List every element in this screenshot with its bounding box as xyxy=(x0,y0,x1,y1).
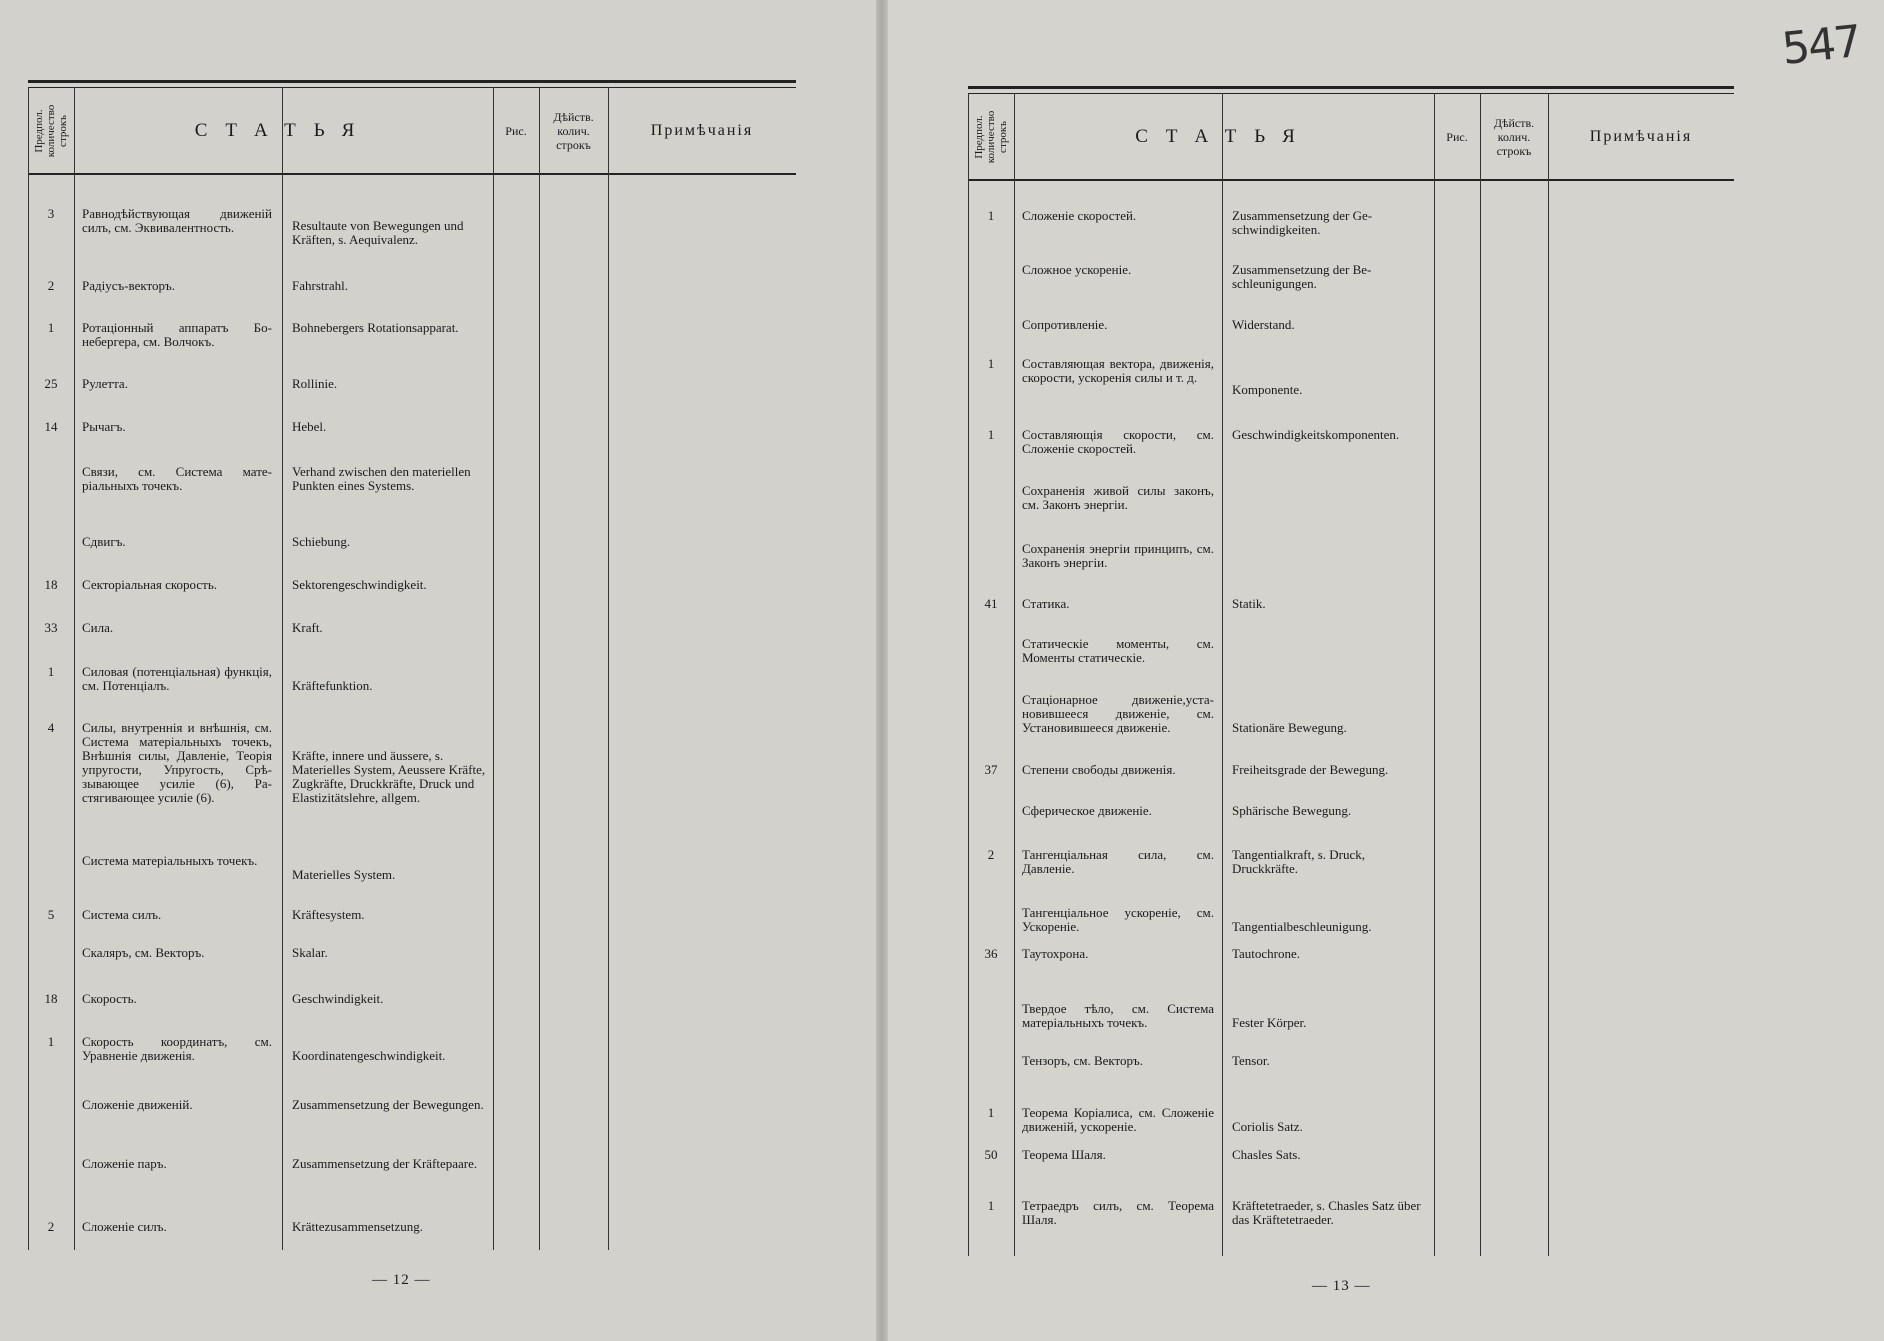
german-term: Koordinatengeschwindigkeit. xyxy=(292,1048,446,1063)
line-count: 5 xyxy=(47,907,55,922)
table-rule xyxy=(28,80,796,83)
line-count: 14 xyxy=(44,419,58,434)
header-actual-lines: Дѣйств. колич. строкъ xyxy=(1493,115,1535,158)
german-term: Materielles System. xyxy=(292,867,396,882)
page-number-left: — 12 — xyxy=(372,1272,431,1288)
german-term: Resultaute von Bewegungen und Kräften, s. Aequivalenz. xyxy=(292,218,464,247)
column-divider xyxy=(1222,93,1223,1256)
line-count: 1 xyxy=(987,1198,995,1213)
header-figure: Рис. xyxy=(505,123,527,138)
column-divider xyxy=(282,87,283,1250)
table-rule xyxy=(968,86,1734,89)
russian-term: Сложеніе паръ. xyxy=(82,1156,167,1171)
german-term: Freiheitsgrade der Bewegung. xyxy=(1232,762,1389,777)
german-term: Sektorengeschwindigkeit. xyxy=(292,577,427,592)
line-count: 1 xyxy=(987,208,995,223)
column-divider xyxy=(74,87,75,1250)
russian-term: Связи, см. Система матеріальныхъ точекъ. xyxy=(82,464,272,493)
column-divider xyxy=(1014,93,1015,1256)
column-divider xyxy=(968,93,969,1256)
column-divider xyxy=(493,87,494,1250)
russian-term: Рулетта. xyxy=(82,376,128,391)
line-count: 25 xyxy=(44,376,58,391)
line-count: 4 xyxy=(47,720,55,735)
russian-term: Статика. xyxy=(1022,596,1070,611)
russian-term: Сферическое движеніе. xyxy=(1022,803,1152,818)
russian-term: Таутохрона. xyxy=(1022,946,1089,961)
german-term: Rollinie. xyxy=(292,376,338,391)
column-divider xyxy=(1434,93,1435,1256)
german-term: Bohnebergers Rotationsapparat. xyxy=(292,320,459,335)
russian-term: Скорость координатъ, см. Уравненіе движенія. xyxy=(82,1034,272,1063)
german-term: Coriolis Satz. xyxy=(1232,1119,1303,1134)
line-count: 3 xyxy=(47,206,55,221)
header-notes: Примѣчанія xyxy=(650,121,754,139)
russian-term: Радіусъ-векторъ. xyxy=(82,278,176,293)
german-term: Sphärische Bewegung. xyxy=(1232,803,1352,818)
russian-term: Составляющая вектора, движенія, скорости, ускоренія силы и т. д. xyxy=(1022,356,1214,385)
russian-term: Степени свободы движенія. xyxy=(1022,762,1176,777)
line-count: 2 xyxy=(987,847,995,862)
german-term: Hebel. xyxy=(292,419,327,434)
german-term: Fester Körper. xyxy=(1232,1015,1307,1030)
russian-term: Теорема Шаля. xyxy=(1022,1147,1106,1162)
line-count: 1 xyxy=(47,320,55,335)
header-article: СТАТЬЯ xyxy=(1135,125,1313,147)
line-count: 41 xyxy=(984,596,998,611)
russian-term: Сложное ускореніе. xyxy=(1022,262,1132,277)
header-count: Предпол. количество строкъ xyxy=(33,104,69,157)
header-actual-lines: Дѣйств. колич. строкъ xyxy=(553,109,594,152)
russian-term: Ротаціонный аппаратъ Бонебергера, см. Волчокъ. xyxy=(82,320,272,349)
line-count: 2 xyxy=(47,278,55,293)
russian-term: Статическіе моменты, см. Моменты статическіе. xyxy=(1022,636,1214,665)
header-figure: Рис. xyxy=(1446,129,1468,144)
line-count: 36 xyxy=(984,946,998,961)
column-divider xyxy=(608,87,609,1250)
handwritten-folio: 547 xyxy=(1779,16,1863,75)
german-term: Skalar. xyxy=(292,945,328,960)
russian-term: Стаціонарное движеніе,установившееся движеніе, см. Установившееся движеніе. xyxy=(1022,692,1214,735)
german-term: Chasles Sats. xyxy=(1232,1147,1301,1162)
german-term: Tangentialkraft, s. Druck, Druckkräfte. xyxy=(1232,847,1366,876)
column-divider xyxy=(539,87,540,1250)
left-table xyxy=(28,80,796,1250)
russian-term: Сохраненія энергіи принципъ, см. Законъ энергіи. xyxy=(1022,541,1214,570)
russian-term: Скаляръ, см. Векторъ. xyxy=(82,945,205,960)
german-term: Tangentialbeschleunigung. xyxy=(1232,919,1372,934)
russian-term: Тетраедръ силъ, см. Теорема Шаля. xyxy=(1022,1198,1214,1227)
header-notes: Примѣчанія xyxy=(1589,127,1693,145)
russian-term: Сохраненія живой силы законъ, см. Законъ энергіи. xyxy=(1022,483,1214,512)
table-rule xyxy=(28,173,796,175)
line-count: 1 xyxy=(987,427,995,442)
russian-term: Тангенціальное ускореніе, см. Ускореніе. xyxy=(1022,905,1214,934)
line-count: 1 xyxy=(987,356,995,371)
russian-term: Составляющія скорости, см. Сложеніе скоростей. xyxy=(1022,427,1214,456)
russian-term: Теорема Коріалиса, см. Сложеніе движеній, ускореніе. xyxy=(1022,1105,1214,1134)
line-count: 37 xyxy=(984,762,998,777)
russian-term: Тензоръ, см. Векторъ. xyxy=(1022,1053,1144,1068)
russian-term: Сложеніе движеній. xyxy=(82,1097,193,1112)
page-number-right: — 13 — xyxy=(1312,1278,1371,1294)
german-term: Schiebung. xyxy=(292,534,351,549)
book-gutter xyxy=(876,0,888,1341)
russian-term: Система силъ. xyxy=(82,907,162,922)
line-count: 18 xyxy=(44,991,58,1006)
german-term: Zusammensetzung der Geschwindigkeiten. xyxy=(1232,208,1373,237)
german-term: Geschwindigkeitskomponenten. xyxy=(1232,427,1400,442)
russian-term: Система матеріальныхъ точекъ. xyxy=(82,853,258,868)
german-term: Zusammensetzung der Kräftepaare. xyxy=(292,1156,478,1171)
german-term: Verhand zwischen den materiellen Punkten eines Systems. xyxy=(292,464,471,493)
russian-term: Силы, внутреннія и внѣшнія, см. Система матеріальныхъ точекъ, Внѣшнія силы, Давленіе, Теорія упругости, Упругость, Срѣзывающее усиліе (6), Растягивающее усиліе (6). xyxy=(82,720,272,805)
russian-term: Сопротивленіе. xyxy=(1022,317,1108,332)
german-term: Tautochrone. xyxy=(1232,946,1301,961)
german-term: Kräftesystem. xyxy=(292,907,365,922)
german-term: Kräfte, innere und äussere, s. Materielles System, Aeussere Kräfte, Zugkräfte, Druckkräfte, Druck und Elastizitätslehre, allgem. xyxy=(292,748,486,805)
column-divider xyxy=(1548,93,1549,1256)
russian-term: Сдвигъ. xyxy=(82,534,126,549)
german-term: Zusammensetzung der Bewegungen. xyxy=(292,1097,484,1112)
line-count: 33 xyxy=(44,620,58,635)
line-count: 1 xyxy=(47,664,55,679)
german-term: Komponente. xyxy=(1232,382,1303,397)
german-term: Fahrstrahl. xyxy=(292,278,348,293)
german-term: Stationäre Bewegung. xyxy=(1232,720,1347,735)
russian-term: Рычагъ. xyxy=(82,419,126,434)
right-table xyxy=(968,86,1734,1256)
russian-term: Секторіальная скорость. xyxy=(82,577,218,592)
header-count: Предпол. количество строкъ xyxy=(973,110,1009,163)
table-rule xyxy=(968,179,1734,181)
german-term: Krättezusammensetzung. xyxy=(292,1219,424,1234)
german-term: Kraft. xyxy=(292,620,323,635)
line-count: 2 xyxy=(47,1219,55,1234)
column-divider xyxy=(1480,93,1481,1256)
russian-term: Сложеніе силъ. xyxy=(82,1219,167,1234)
russian-term: Скорость. xyxy=(82,991,137,1006)
german-term: Geschwindigkeit. xyxy=(292,991,384,1006)
german-term: Kräftetetraeder, s. Chasles Satz über das Kräftetetraeder. xyxy=(1232,1198,1421,1227)
line-count: 1 xyxy=(47,1034,55,1049)
german-term: Tensor. xyxy=(1232,1053,1270,1068)
german-term: Kräftefunktion. xyxy=(292,678,373,693)
line-count: 1 xyxy=(987,1105,995,1120)
german-term: Zusammensetzung der Beschleunigungen. xyxy=(1232,262,1372,291)
russian-term: Сложеніе скоростей. xyxy=(1022,208,1137,223)
german-term: Widerstand. xyxy=(1232,317,1295,332)
russian-term: Тангенціальная сила, см. Давленіе. xyxy=(1022,847,1214,876)
russian-term: Сила. xyxy=(82,620,114,635)
line-count: 50 xyxy=(984,1147,998,1162)
russian-term: Равнодѣйствующая движеній силъ, см. Эквивалентность. xyxy=(82,206,272,235)
german-term: Statik. xyxy=(1232,596,1266,611)
line-count: 18 xyxy=(44,577,58,592)
russian-term: Твердое тѣло, см. Система матеріальныхъ точекъ. xyxy=(1022,1001,1214,1030)
russian-term: Силовая (потенціальная) функція, см. Потенціалъ. xyxy=(82,664,272,693)
header-article: СТАТЬЯ xyxy=(194,119,373,141)
